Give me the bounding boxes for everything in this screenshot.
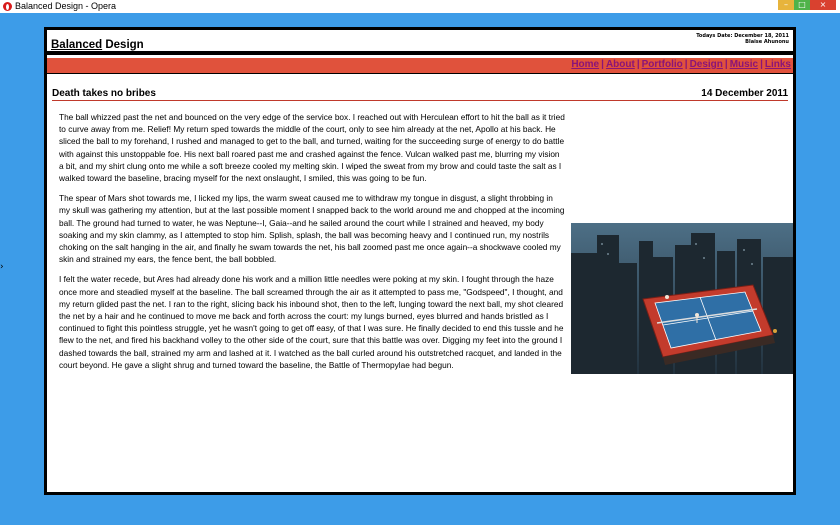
paragraph-2: The spear of Mars shot towards me, I licked my lips, the warm sweat caused me to withdraw my tongue in disgust, a slight throbbing in my skull was gathering my attention, but at the last possible moment I snapped back to the world around me and chopped at the incoming ball. The ground had turned to water, he was Neptune--I, Gaia--and he sailed around the court while I strained and heaved, my body soaking and my skin clammy, as I attempted to stop him. Splish, splash, the ball was becoming heavy and I continued run, my nostrils choking on the salt hanging in the air, and finally he swam towards the net, his ball zoomed past me once again--a shockwave cooled my skin and strained my ears, the fence bent, the ball bobbled. [59,193,565,265]
post-date: 14 December 2011 [701,88,788,99]
minimize-button[interactable]: – [778,0,794,10]
close-button[interactable]: × [810,0,836,10]
window-titlebar [0,0,840,13]
header-meta [696,33,789,45]
site-title-part2: Design [105,39,144,51]
nav-links: Home | About | Portfolio | Design | Music | Links [571,59,791,70]
nav-about[interactable]: About [605,59,635,70]
nav-bar [47,58,793,74]
nav-portfolio[interactable]: Portfolio [641,59,683,70]
post-title: Death takes no bribes [52,88,156,99]
opera-logo-icon [3,2,12,11]
nav-links[interactable]: Links [764,59,791,70]
site-title[interactable] [51,39,144,51]
page-frame [44,27,796,495]
window-title: Balanced Design - Opera [15,1,117,11]
maximize-button[interactable]: □ [794,0,810,10]
header-divider [47,51,793,55]
cursor-icon: › [0,262,4,272]
post-body [59,111,565,379]
tennis-court-illustration [571,223,793,374]
nav-home[interactable]: Home [571,59,600,70]
title-rule [52,100,788,101]
paragraph-3: I felt the water recede, but Ares had already done his work and a million little needles were poking at my skin. I fought through the haze once more and steadied myself at the baseline. The ball screamed through the air as it attempted to pass me, "Godspeed", I thought, and my return glided past the net. I ran to the right, slicing back his inbound shot, then to the left, lunging toward the next ball, my shot cleared the net by a hair and he continued to move me back and forth across the court: my lungs burned, eyes blurred and hands bristled as I continued to fight this pointless struggle, yet he wasn't going to get off easy, of that I was sure. He finally decided to end this tussle and he flew to the net, and fired his backhand volley to the other side of the court, sure that this battle was over. Digging my feet into the ground I dashed towards the ball, strained my arm and lashed at it. I watched as the ball curled around his outstretched racquet, and landed in the court beyond. He gave a slight shrug and turned toward the baseline, the Battle of Thermopylae had begun. [59,274,564,370]
paragraph-1: The ball whizzed past the net and bounced on the very edge of the service box. I reached out with Herculean effort to hit the ball as it tried to curve away from me. Relief! My return sped towards the middle of the court, only to see him already at the net, Apollo at his back. He sliced the ball to my forehand, I rushed and managed to get to the ball, and turned, waiting for the succeeding surge of energy to do battle with against this unstoppable foe. His next ball roared past me and crashed against the fence. Vulcan walked past me, blurring my vision a bit, and my shirt clung onto me while a soft breeze cooled my melting skin. I wiped the sweat from my brow and could taste the salt as I walked toward the baseline, bracing myself for the next onslaught, I smiled, this was going to be fun. [59,112,565,184]
site-title-part1: Balanced [51,39,103,51]
nav-design[interactable]: Design [689,59,723,70]
author-name: Blaise Ahunonu [745,39,789,45]
nav-music[interactable]: Music [729,59,759,70]
todays-date: Todays Date: December 18, 2011 [696,33,789,39]
